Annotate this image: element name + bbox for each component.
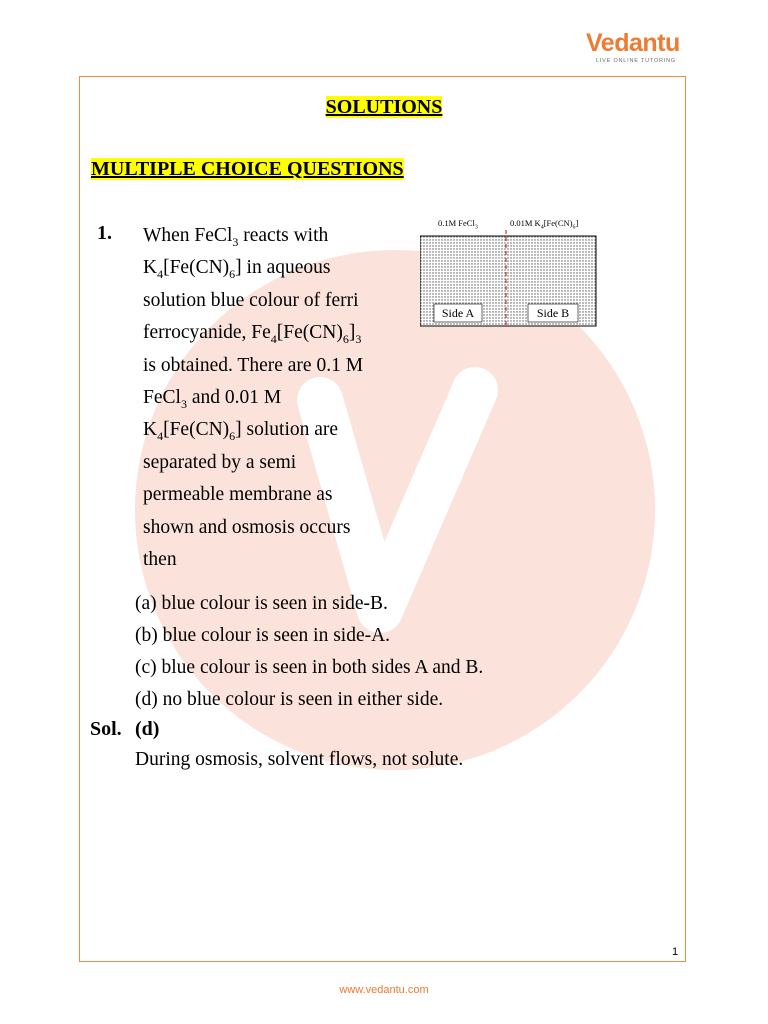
question-line: ferrocyanide, $Fe_4[Fe(CN)_6]_3$	[143, 322, 362, 347]
question-line: $K_4[Fe(CN)_6]$ in aqueous	[143, 257, 331, 282]
side-a-label: Side A	[441, 306, 475, 320]
vedantu-logo	[586, 28, 696, 72]
option-b: (b) blue colour is seen in side-A.	[135, 625, 391, 646]
question-line: is obtained. There are 0.1 M	[143, 354, 364, 376]
question-line: then	[143, 549, 177, 571]
question-line: When FeCl$_3$ reacts with	[143, 225, 329, 249]
question-line: shown and osmosis occurs	[143, 516, 351, 538]
logo-tagline: LIVE ONLINE TUTORING	[596, 58, 676, 64]
question-line: solution blue colour of ferri	[143, 289, 359, 311]
solution-answer: (d)	[135, 718, 160, 740]
page-number: 1	[672, 946, 679, 958]
solution-label: Sol.	[90, 718, 122, 740]
question-text	[143, 220, 411, 576]
diagram-right-label: 0.01M $K_4[Fe(CN)_6]$	[510, 218, 579, 231]
question-line: FeCl$_3$ and 0.01 M	[143, 387, 282, 411]
options-list	[135, 588, 483, 716]
option-a: (a) blue colour is seen in side-B.	[135, 593, 388, 614]
section-heading: MULTIPLE CHOICE QUESTIONS	[91, 158, 404, 180]
question-line: separated by a semi	[143, 451, 297, 473]
question-line: permeable membrane as	[143, 484, 333, 506]
question-line: $K_4[Fe(CN)_6]$ solution are	[143, 419, 339, 444]
option-d: (d) no blue colour is seen in either side.	[135, 689, 444, 710]
logo-wordmark: Vedantu	[586, 29, 680, 57]
option-c: (c) blue colour is seen in both sides A and B.	[135, 657, 484, 678]
osmosis-diagram	[420, 218, 598, 330]
side-b-label: Side B	[536, 306, 570, 320]
page-title: SOLUTIONS	[325, 96, 443, 118]
diagram-left-label: 0.1M FeCl$_3$	[438, 218, 478, 231]
question-number: 1.	[97, 222, 112, 244]
footer-link[interactable]: www.vedantu.com	[339, 984, 429, 996]
solution-explanation: During osmosis, solvent flows, not solute.	[135, 749, 464, 770]
diagram-drawing	[420, 218, 598, 330]
